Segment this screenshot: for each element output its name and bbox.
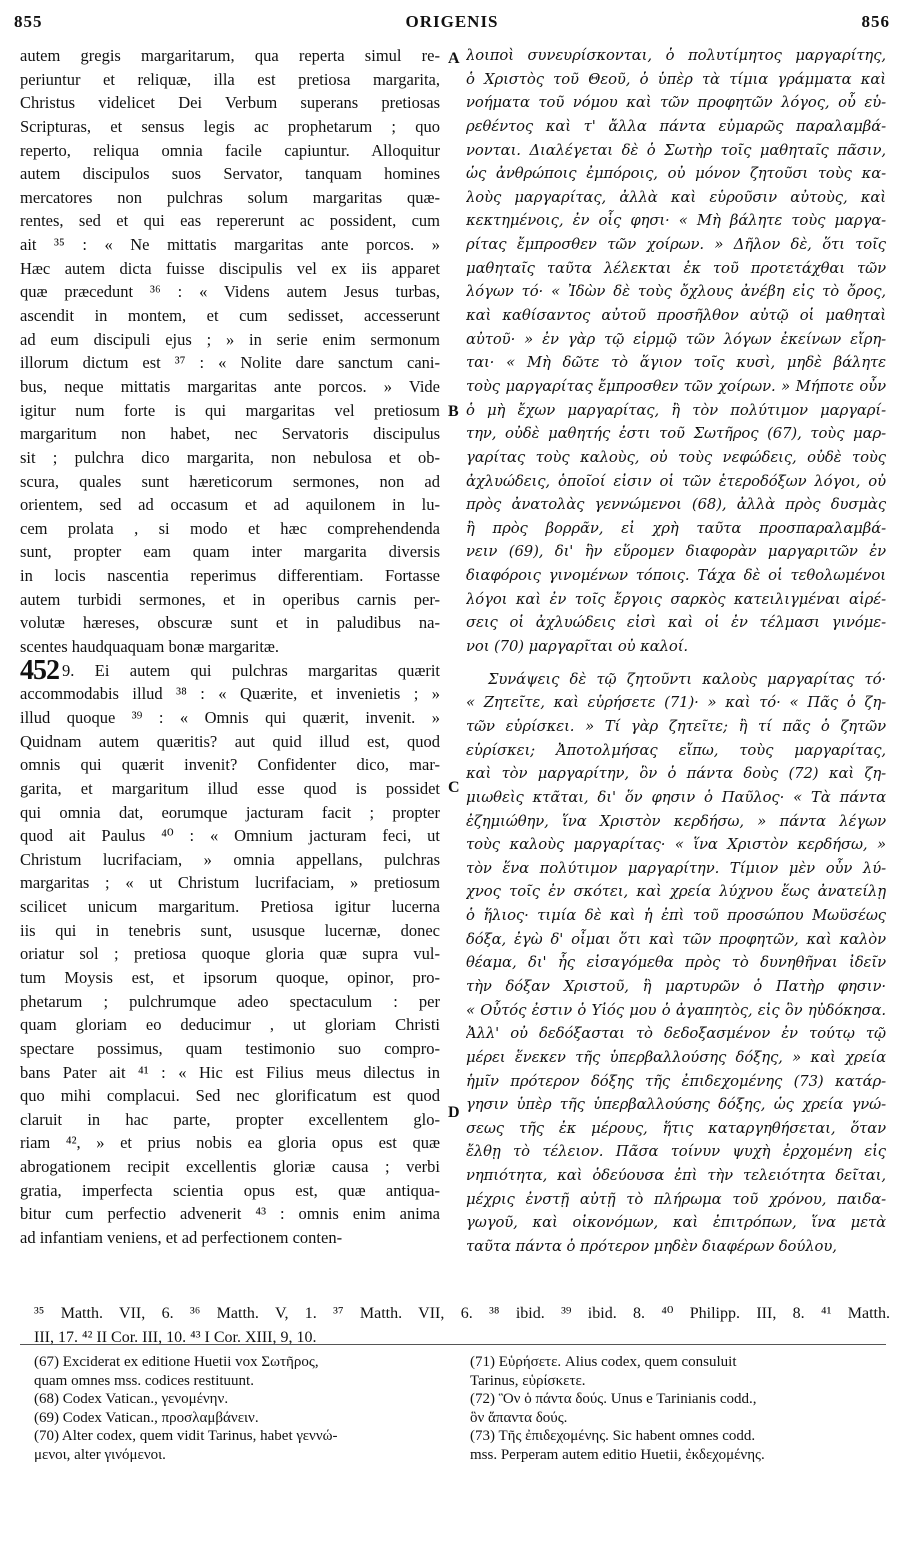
page-number-right: 856 [861, 12, 890, 31]
latin-line: rentes, sed et qui eas repererunt ac possident, cum [20, 211, 440, 231]
greek-line: ἢ πρὸς βορρᾶν, εἰ χρὴ ταῦτα προσπαραλαμβά- [466, 519, 886, 537]
greek-line: τοὺς καλοὺς μαργαρίτας· « ἵνα Χριστὸν κερδήσω, » [466, 836, 886, 854]
latin-line: qui omnia dat, eorumque jacturam facit ; propter [20, 802, 440, 822]
latin-line: omnis qui quærit invenit? Confidenter dico, mar- [20, 755, 440, 775]
greek-line: θέαμα, δι' ἧς εἰσαγόμεθα πρὸς τὸ δυνηθῆναι ἰδεῖν [466, 954, 886, 972]
greek-line: γαρίτας τοὺς καλοὺς, οὐ τοὺς νεφώδεις, οὐδὲ τοὺς [466, 448, 886, 466]
greek-line: ὁ μὴ ἔχων μαργαρίτας, ἢ τὸν πολύτιμον μαργαρί- [466, 401, 886, 419]
greek-line: μαθηταῖς ταῦτα λέλεκται ἐκ τοῦ προτετάχθαι τῶν [466, 259, 886, 277]
greek-line: λόγων τό· « Ἰδὼν δὲ τοὺς ὄχλους ἀνέβη εἰς τὸ ὄρος, [466, 283, 886, 301]
latin-line: accommodabis illud ³⁸ : « Quærite, et invenietis ; » [20, 684, 440, 704]
latin-line: scentes haudquaquam bonæ margaritæ. [20, 637, 280, 657]
latin-line: autem turbidi sermones, et in operibus carnis per- [20, 589, 440, 609]
latin-line: ait ³⁵ : « Ne mittatis margaritas ante porcos. » [20, 235, 440, 255]
latin-line: iis qui in tenebris sunt, ususque lucernæ, donec [20, 920, 440, 940]
latin-line: Scripturas, et sensus legis ac prophetarum ; quo [20, 116, 440, 136]
latin-line: illud quoque ³⁹ : « Omnis qui quærit, invenit. » [20, 707, 440, 727]
greek-line: ὁ ἥλιος· τιμία δὲ καὶ ἡ ἐπὶ τοῦ προσώπου Μωϋσέως [466, 907, 886, 925]
greek-line: τῶν εὑρίσκει. » Τί γὰρ ζητεῖτε; ἢ τί πᾶς ὁ ζητῶν [466, 717, 886, 735]
greek-line: νειν (69), δι' ἣν εὕρομεν διαφορὰν μαργαριτῶν ἐν [466, 543, 886, 561]
greek-line: Συνάψεις δὲ τῷ ζητοῦντι καλοὺς μαργαρίτας τό· [488, 670, 886, 688]
latin-line: margaritum non habet, nec Servatoris discipulus [20, 424, 440, 444]
notes-left [34, 1353, 444, 1464]
greek-line: καὶ καθίσαντος αὐτοῦ προσῆλθον αὐτῷ οἱ μαθηταὶ [466, 307, 886, 325]
latin-column [20, 44, 440, 1250]
greek-line: γωγοῦ, καὶ οἰκονόμων, καὶ ἐπιτρόπων, ἵνα μετὰ [466, 1214, 886, 1232]
footnote-line: mss. Perperam autem editio Huetii, ἐκδεχομένης. [470, 1446, 765, 1463]
greek-line: σεως τῆς ἐκ μέρους, ἥτις καταργηθήσεται, ὅταν [466, 1119, 886, 1137]
greek-line: καὶ τὸν μαργαρίτην, ὃν ὁ πάντα δοὺς (72) καὶ ζη- [466, 765, 886, 783]
footnote-line: (73) Τῆς ἐπιδεχομένης. Sic habent omnes codd. [470, 1428, 756, 1444]
reference-line: III, 17. ⁴² II Cor. III, 10. ⁴³ I Cor. XIII, 9, 10. [34, 1329, 317, 1346]
latin-line: scura, quales sunt hæreticorum sermones, non ad [20, 471, 440, 491]
latin-line: abrogationem recipit excellentis gloriæ causa ; verbi [20, 1157, 440, 1177]
latin-line: garita, et margaritum illud esse quod is possidet [20, 778, 440, 798]
greek-line: λοὺς μαργαρίτας, ἀλλὰ καὶ εὑροῦσιν αὐτοὺς, καὶ [466, 188, 886, 206]
latin-line: quo mihi complacui. Sed nec glorificatum est quod [20, 1086, 440, 1106]
footnote-line: (72) Ὃν ὁ πάντα δούς. Unus e Tarinianis codd., [470, 1391, 757, 1407]
margin-marker-c: C [448, 779, 460, 796]
latin-line: orientem, sed ad occasum et ad aquilonem in lu- [20, 495, 440, 515]
latin-line: quod ait Paulus ⁴⁰ : « Omnium jacturam feci, ut [20, 826, 440, 846]
greek-line: πρὸς ἀνατολὰς γεννώμενοι (68), ἀλλὰ πρὸς δυσμὰς [466, 496, 886, 514]
latin-line: volutæ hæreses, obscuræ sunt et in paludibus na- [20, 613, 440, 633]
greek-line: μέρει ἕνεκεν τῆς ὑπερβαλλούσης δόξης, » καὶ χρεία [466, 1048, 886, 1066]
page-number-left: 855 [14, 12, 43, 31]
footnote-line: (68) Codex Vatican., γενομένην. [34, 1391, 229, 1407]
latin-line: phetarum ; pulchrumque adeo spectaculum : per [20, 991, 440, 1011]
greek-line: τοὺς μαργαρίτας ἔμπροσθεν τῶν χοίρων. » Μήποτε οὖν [466, 377, 886, 395]
latin-line: sit ; pulchra dico margarita, non nebulosa et ob- [20, 447, 440, 467]
latin-line: 9. Ei autem qui pulchras margaritas quærit [62, 660, 440, 680]
paragraph-gap [466, 659, 886, 668]
footnote-line: quam omnes mss. codices restituunt. [34, 1372, 254, 1389]
greek-line: ἡμῖν πρότερον δόξης τῆς ἐπιδεχομένης (73) κατάρ- [466, 1072, 886, 1090]
latin-line: tum Moysis est, et ipsorum quoque, opinor, pro- [20, 967, 440, 987]
greek-line: νηπιότητα, καὶ ὁδεύουσα ἐπὶ τὴν τελειότητα δεῖται, [466, 1167, 886, 1185]
latin-line: quæ præcedunt ³⁶ : « Videns autem Jesus turbas, [20, 282, 440, 302]
latin-line: bans Pater ait ⁴¹ : « Hic est Filius meus dilectus in [20, 1062, 440, 1082]
latin-line: mercatores non pulchras solum margaritas quæ- [20, 187, 440, 207]
latin-line: sunt, propter eam quam inter margarita diversis [20, 542, 440, 562]
greek-line: λοιποὶ συνευρίσκονται, ὁ πολυτίμητος μαργαρίτης, [466, 47, 886, 64]
greek-line: χνος τοῖς ἐν σκότει, καὶ χρεία λύχνου ἕως ἀνατείλῃ [466, 883, 886, 901]
notes-right [470, 1353, 884, 1464]
latin-line: periuntur et reliquæ, illa est pretiosa margarita, [20, 69, 440, 89]
greek-line: νοι (70) μαργαρῖται οὐ καλοί. [466, 638, 689, 656]
page-title: ORIGENIS [405, 12, 499, 31]
latin-line: quam gloriam eo deducimur , ut gloriam Christi [20, 1015, 440, 1035]
latin-line: oriatur sol ; pretiosa quoque gloria quæ supra vul- [20, 944, 440, 964]
latin-line: autem discipulos suos Servator, tanquam homines [20, 164, 440, 184]
latin-line: ascendit in montem, et cum sedisset, accesserunt [20, 306, 440, 326]
latin-line: in locis nascentia reperimus differentiam. Fortasse [20, 566, 440, 586]
greek-line: « Οὗτός ἐστιν ὁ Υἱός μου ὁ ἀγαπητὸς, εἰς ὃν ηὐδόκησα. [466, 1001, 886, 1019]
latin-line: margaritas ; « ut Christum lucrifaciam, » pretiosum [20, 873, 440, 893]
latin-line: Hæc autem dicta fuisse discipulis vel ex iis apparet [20, 258, 440, 278]
latin-line: autem gregis margaritarum, qua reperta simul re- [20, 46, 440, 65]
greek-line: Ἀλλ' οὐ δεδόξασται τὸ δεδοξασμένον ἐν τούτῳ τῷ [466, 1025, 886, 1043]
footnote-line: (69) Codex Vatican., προσλαμβάνειν. [34, 1409, 259, 1426]
greek-line: « Ζητεῖτε, καὶ εὑρήσετε (71)· » καὶ τό· « Πᾶς ὁ ζη- [466, 694, 886, 712]
greek-line: σεις οἱ ἀχλυώδεις εἰσὶ καὶ οἱ ἐν τέλμασι γινόμε- [466, 614, 886, 632]
greek-line: λόγοι καὶ ἐν τοῖς ἔργοις σαρκὸς κατειλιγμέναι αἱρέ- [466, 590, 886, 608]
footnote-line: (71) Εὑρήσετε. Alius codex, quem consuluit [470, 1354, 737, 1370]
greek-column [466, 44, 886, 1259]
footnote-line: ὃν ἅπαντα δούς. [470, 1409, 568, 1426]
footnote-line: (67) Exciderat ex editione Huetii vox Σωτῆρος, [34, 1354, 319, 1370]
notes-divider [20, 1344, 886, 1345]
latin-line: reperto, reliqua omnia facile capiuntur. Alloquitur [20, 140, 440, 160]
greek-line: ὁ Χριστὸς τοῦ Θεοῦ, ὁ ὑπὲρ τὰ τίμια γράμματα καὶ [466, 70, 886, 88]
latin-line: bitur cum perfectio advenerit ⁴³ : omnis enim anima [20, 1204, 440, 1224]
greek-line: γησιν ὑπὲρ τῆς ὑπερβαλλούσης δόξης, ὡς χρεία γνώ- [466, 1096, 886, 1114]
greek-line: ἀχλυώδεις, ὁποῖοί εἰσιν οἱ τῶν ἑτεροδόξων λόγοι, οὐ [466, 472, 886, 490]
greek-line: διαφόροις γινομένων τόποις. Τάχα δὲ οἱ τεθολωμένοι [466, 567, 886, 585]
greek-line: δόξα, ἐγὼ δ' οἶμαι ὅτι καὶ τῶν προφητῶν, καὶ καλὸν [466, 930, 886, 948]
greek-line: ἔλθῃ τὸ τέλειον. Πᾶσα τοίνυν ψυχὴ ἐρχομένη εἰς [466, 1143, 886, 1161]
latin-line: gratia, imperfecta scientia opus est, quæ antiqua- [20, 1180, 440, 1200]
greek-line: ρεθέντος καὶ τ' ἄλλα πάντα εὐμαρῶς παραλαμβά- [466, 117, 886, 135]
margin-marker-b: B [448, 403, 459, 420]
scripture-references [34, 1302, 890, 1350]
footnote-line: (70) Alter codex, quem vidit Tarinus, habet γεννώ- [34, 1428, 338, 1444]
latin-line: Christus videlicet Dei Verbum superans pretiosas [20, 93, 440, 113]
latin-line: spectare possimus, quam testimonio suo compro- [20, 1038, 440, 1058]
greek-line: μέχρις ἐνστῇ αὐτῇ τὸ πλήρωμα τοῦ χρόνου, παιδα- [466, 1190, 886, 1208]
greek-line: ταῦτα πάντα ὁ πρότερον μηδὲν διαφέρων δούλου, [466, 1238, 837, 1256]
latin-line: illorum dictum est ³⁷ : « Nolite dare sanctum cani- [20, 353, 440, 373]
latin-line: scilicet unicum margaritum. Pretiosa igitur lucerna [20, 897, 440, 917]
section-9 [20, 654, 440, 1250]
latin-line: cem prolata , si modo et hæc comprehendenda [20, 518, 440, 538]
footnote-line: μενοι, alter γινόμενοι. [34, 1446, 166, 1463]
running-header [14, 12, 890, 36]
greek-line: ἐζημιώθην, ἵνα Χριστὸν κερδήσω, » πάντα λέγων [466, 812, 886, 830]
greek-line: την, οὐδὲ μαθητής ἐστι τοῦ Σωτῆρος (67), τοὺς μαρ- [466, 425, 886, 443]
greek-line: εὑρίσκει; Ἀποτολμήσας εἴπω, τοὺς μαργαρίτας, [466, 741, 886, 759]
latin-line: claruit in hac parte, propter excellentem glo- [20, 1109, 440, 1129]
greek-line: νοήματα τοῦ νόμου καὶ τῶν προφητῶν λόγος, οὗ εὑ- [466, 94, 886, 112]
greek-line: τὸν ἕνα πολύτιμον μαργαρίτην. Τίμιον μὲν οὖν λύ- [466, 859, 886, 877]
latin-line: bus, neque mittatis margaritas ante porcos. » Vide [20, 376, 440, 396]
greek-line: ται· « Μὴ δῶτε τὸ ἅγιον τοῖς κυσὶ, μηδὲ βάλητε [466, 354, 886, 372]
greek-line: νονται. Διαλέγεται δὲ ὁ Σωτὴρ τοῖς μαθηταῖς πᾶσιν, [466, 141, 886, 159]
greek-line: τὴν δόξαν Χριστοῦ, ἣ μαρτυρῶν ὁ Πατὴρ φησιν· [466, 977, 886, 995]
footnote-line: Tarinus, εὑρίσκετε. [470, 1372, 586, 1389]
greek-line: μιωθεὶς κτᾶται, δι' ὅν φησιν ὁ Παῦλος· « Τὰ πάντα [466, 788, 886, 806]
latin-line: ad eum discipuli ejus ; » in serie enim sermonum [20, 329, 440, 349]
column-number: 452 [20, 654, 59, 686]
margin-marker-a: A [448, 50, 460, 67]
latin-line: Christum lucrifaciam, » omnia appellans, pulchras [20, 849, 440, 869]
latin-line: igitur num forte is qui margaritas vel pretiosum [20, 400, 440, 420]
latin-line: Quidnam autem quæritis? aut quid illud est, quod [20, 731, 440, 751]
greek-line: αὐτοῦ· » ἐν γὰρ τῷ εἱρμῷ τῶν λόγων ἐκείνων εἴρη- [466, 330, 886, 348]
reference-line: ³⁵ Matth. VII, 6. ³⁶ Matth. V, 1. ³⁷ Matth. VII, 6. ³⁸ ibid. ³⁹ ibid. 8. ⁴⁰ Philipp. III, 8. ⁴¹ Matth. [34, 1305, 890, 1322]
margin-marker-d: D [448, 1104, 460, 1121]
greek-line: ρίτας ἔμπροσθεν τῶν χοίρων. » Δῆλον δὲ, ὅτι τοῖς [466, 236, 886, 254]
latin-line: riam ⁴², » et prius nobis ea gloria opus est quæ [20, 1133, 440, 1153]
greek-line: ὡς ἀνθρώποις ἐμπόροις, οὐ μόνον ζητοῦσι τοὺς κα- [466, 165, 886, 183]
latin-line: ad infantiam veniens, et ad perfectionem conten- [20, 1228, 343, 1248]
greek-line: κεκτημένοις, ἐν οἷς φησι· « Μὴ βάλητε τοὺς μαργα- [466, 212, 886, 230]
